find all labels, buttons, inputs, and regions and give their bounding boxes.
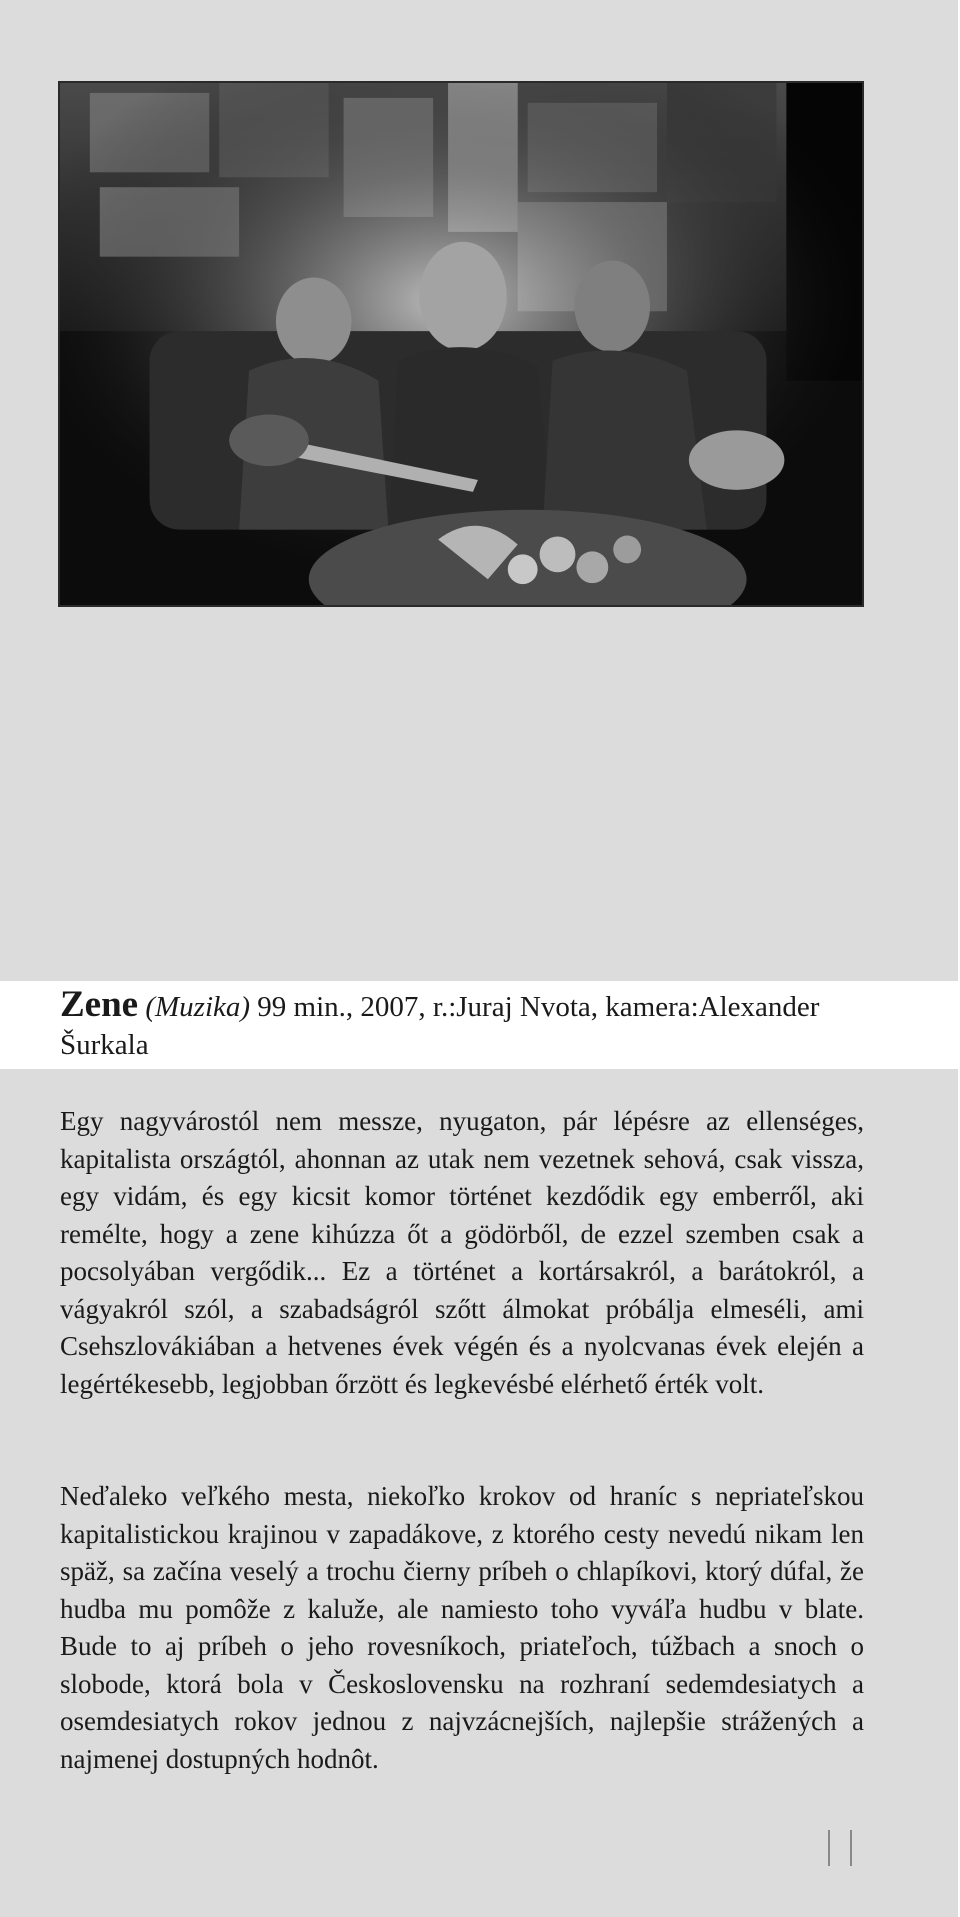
- film-still-illustration: [60, 83, 862, 605]
- film-still-photo: [58, 81, 864, 607]
- page-marker-bar: [828, 1830, 830, 1866]
- page-marker-bar: [850, 1830, 852, 1866]
- synopsis-slovak: Neďaleko veľkého mesta, niekoľko krokov od hraníc s nepriateľskou kapitalistickou krajinou v zapadákove, z ktorého cesty nevedú nikam len späž, sa začína veselý a trochu čierny príbeh o chlapíkovi, ktorý dúfal, že hudba mu pomôže z kaluže, ale namiesto toho vyváľa hudbu v blate. Bude to aj príbeh o jeho rovesníkoch, priateľoch, túžbach a snoch o slobode, ktorá bola v Československu na rozhraní sedemdesiatych a osemdesiatych rokov jednou z najvzácnejších, najlepšie strážených a najmenej dostupných hodnôt.: [60, 1481, 864, 1774]
- original-title: (Muzika): [145, 991, 251, 1023]
- film-title: Zene: [60, 984, 139, 1025]
- synopsis-hungarian: Egy nagyvárostól nem messze, nyugaton, pár lépésre az ellenséges, kapitalista országtól, ahonnan az utak nem vezetnek sehová, csak vissza, egy vidám, és egy kicsit komor történet kezdődik egy emberről, aki remélte, hogy a zene kihúzza őt a gödörből, de ezzel szemben csak a pocsolyában vergődik... Ez a történet a kortársakról, a barátokról, a vágyakról szól, a szabadságról szőtt álmokat próbálja elmeséli, ami Csehszlovákiában a hetvenes évek végén és a nyolcvanas évek elején a legértékesebb, legjobban őrzött és legkevésbé elérhető érték volt.: [60, 1106, 864, 1399]
- page-marker: [828, 1830, 856, 1866]
- film-details: 99 min., 2007, r.:Juraj Nvota, kamera:Alexander Šurkala: [60, 991, 820, 1061]
- film-title-line: [60, 986, 900, 1064]
